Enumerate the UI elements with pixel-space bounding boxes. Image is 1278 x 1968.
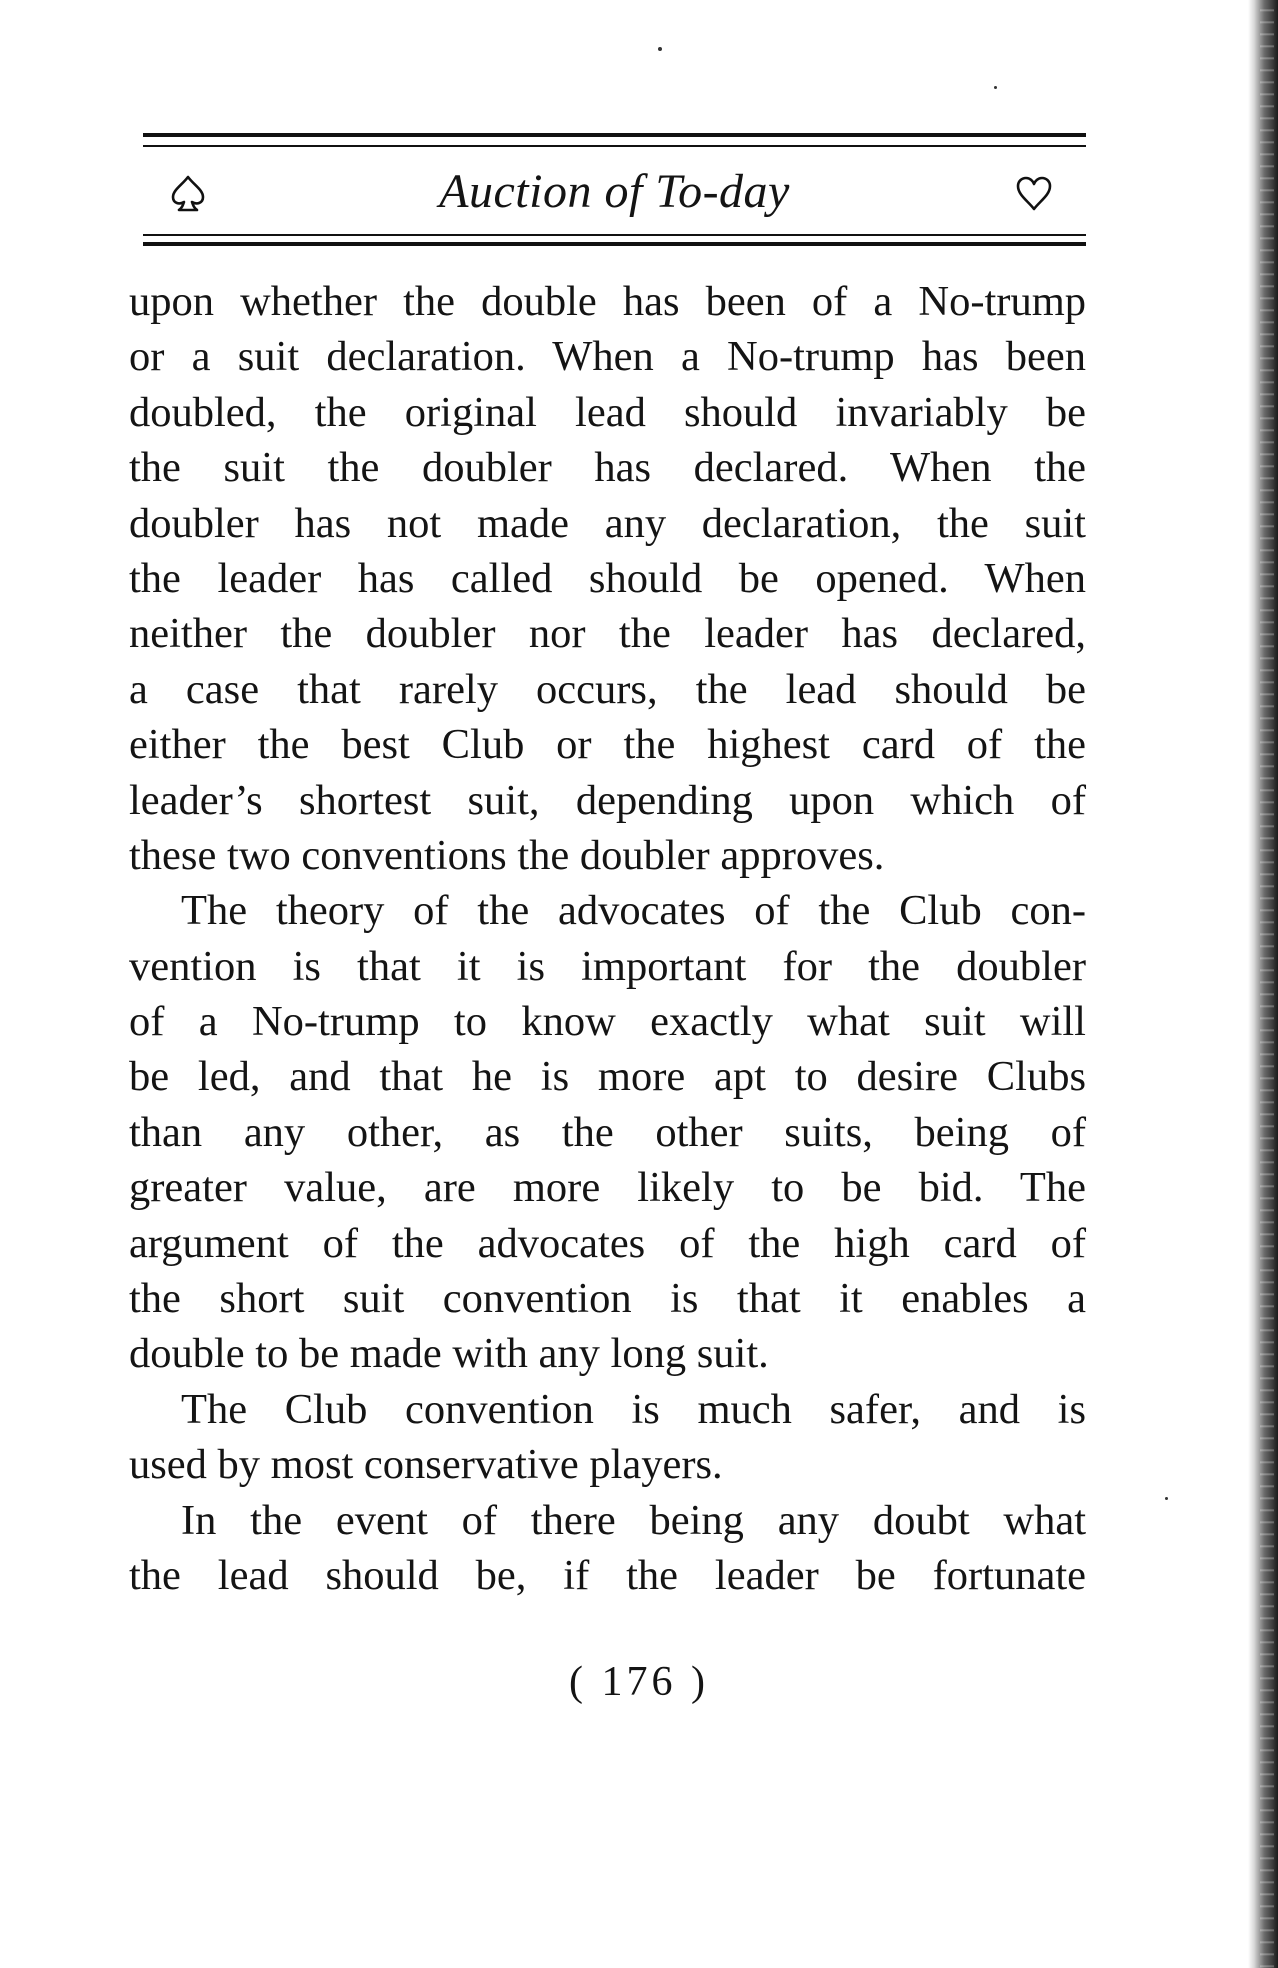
page-number: ( 176 ) xyxy=(569,1659,709,1705)
text-line: used by most conservative players. xyxy=(129,1441,723,1489)
text-line: the leader has called should be opened. When xyxy=(129,554,1086,602)
text-line: the suit the doubler has declared. When the xyxy=(129,444,1086,492)
text-line: neither the doubler nor the leader has declared, xyxy=(129,610,1086,658)
text-line: The Club convention is much safer, and is xyxy=(181,1385,1086,1433)
heart-outline-icon xyxy=(1014,174,1054,214)
speck xyxy=(1165,1497,1168,1500)
header-rule-bottom-thin xyxy=(143,234,1086,236)
text-line: or a suit declaration. When a No-trump has been xyxy=(129,333,1086,381)
text-line: argument of the advocates of the high card of xyxy=(129,1219,1086,1267)
text-line: than any other, as the other suits, being of xyxy=(129,1108,1086,1156)
running-title: Auction of To-day xyxy=(439,165,790,218)
speck xyxy=(994,86,997,89)
running-header xyxy=(143,160,1086,226)
text-line: vention is that it is important for the doubler xyxy=(129,942,1086,990)
header-rule-top-thin xyxy=(143,145,1086,147)
text-line: the short suit convention is that it enables a xyxy=(129,1275,1086,1323)
text-line: doubler has not made any declaration, the suit xyxy=(129,499,1086,547)
text-line: double to be made with any long suit. xyxy=(129,1330,769,1378)
text-line: a case that rarely occurs, the lead should be xyxy=(129,665,1086,713)
header-rule-top-thick xyxy=(143,133,1086,137)
text-line: either the best Club or the highest card of the xyxy=(129,721,1086,769)
text-line: doubled, the original lead should invariably be xyxy=(129,388,1086,436)
text-line: be led, and that he is more apt to desire Clubs xyxy=(129,1053,1086,1101)
text-line: of a No-trump to know exactly what suit will xyxy=(129,998,1086,1046)
header-rule-bottom-thick xyxy=(143,242,1086,246)
body-text xyxy=(129,274,1086,1603)
text-line: leader’s shortest suit, depending upon which of xyxy=(129,776,1086,824)
text-line: the lead should be, if the leader be fortunate xyxy=(129,1551,1086,1599)
text-line: The theory of the advocates of the Club con- xyxy=(181,887,1086,935)
text-line: In the event of there being any doubt what xyxy=(181,1496,1086,1544)
text-line: upon whether the double has been of a No-trump xyxy=(129,278,1086,325)
text-line: these two conventions the doubler approves. xyxy=(129,831,885,879)
text-line: greater value, are more likely to be bid. The xyxy=(129,1164,1086,1212)
speck xyxy=(658,47,662,51)
